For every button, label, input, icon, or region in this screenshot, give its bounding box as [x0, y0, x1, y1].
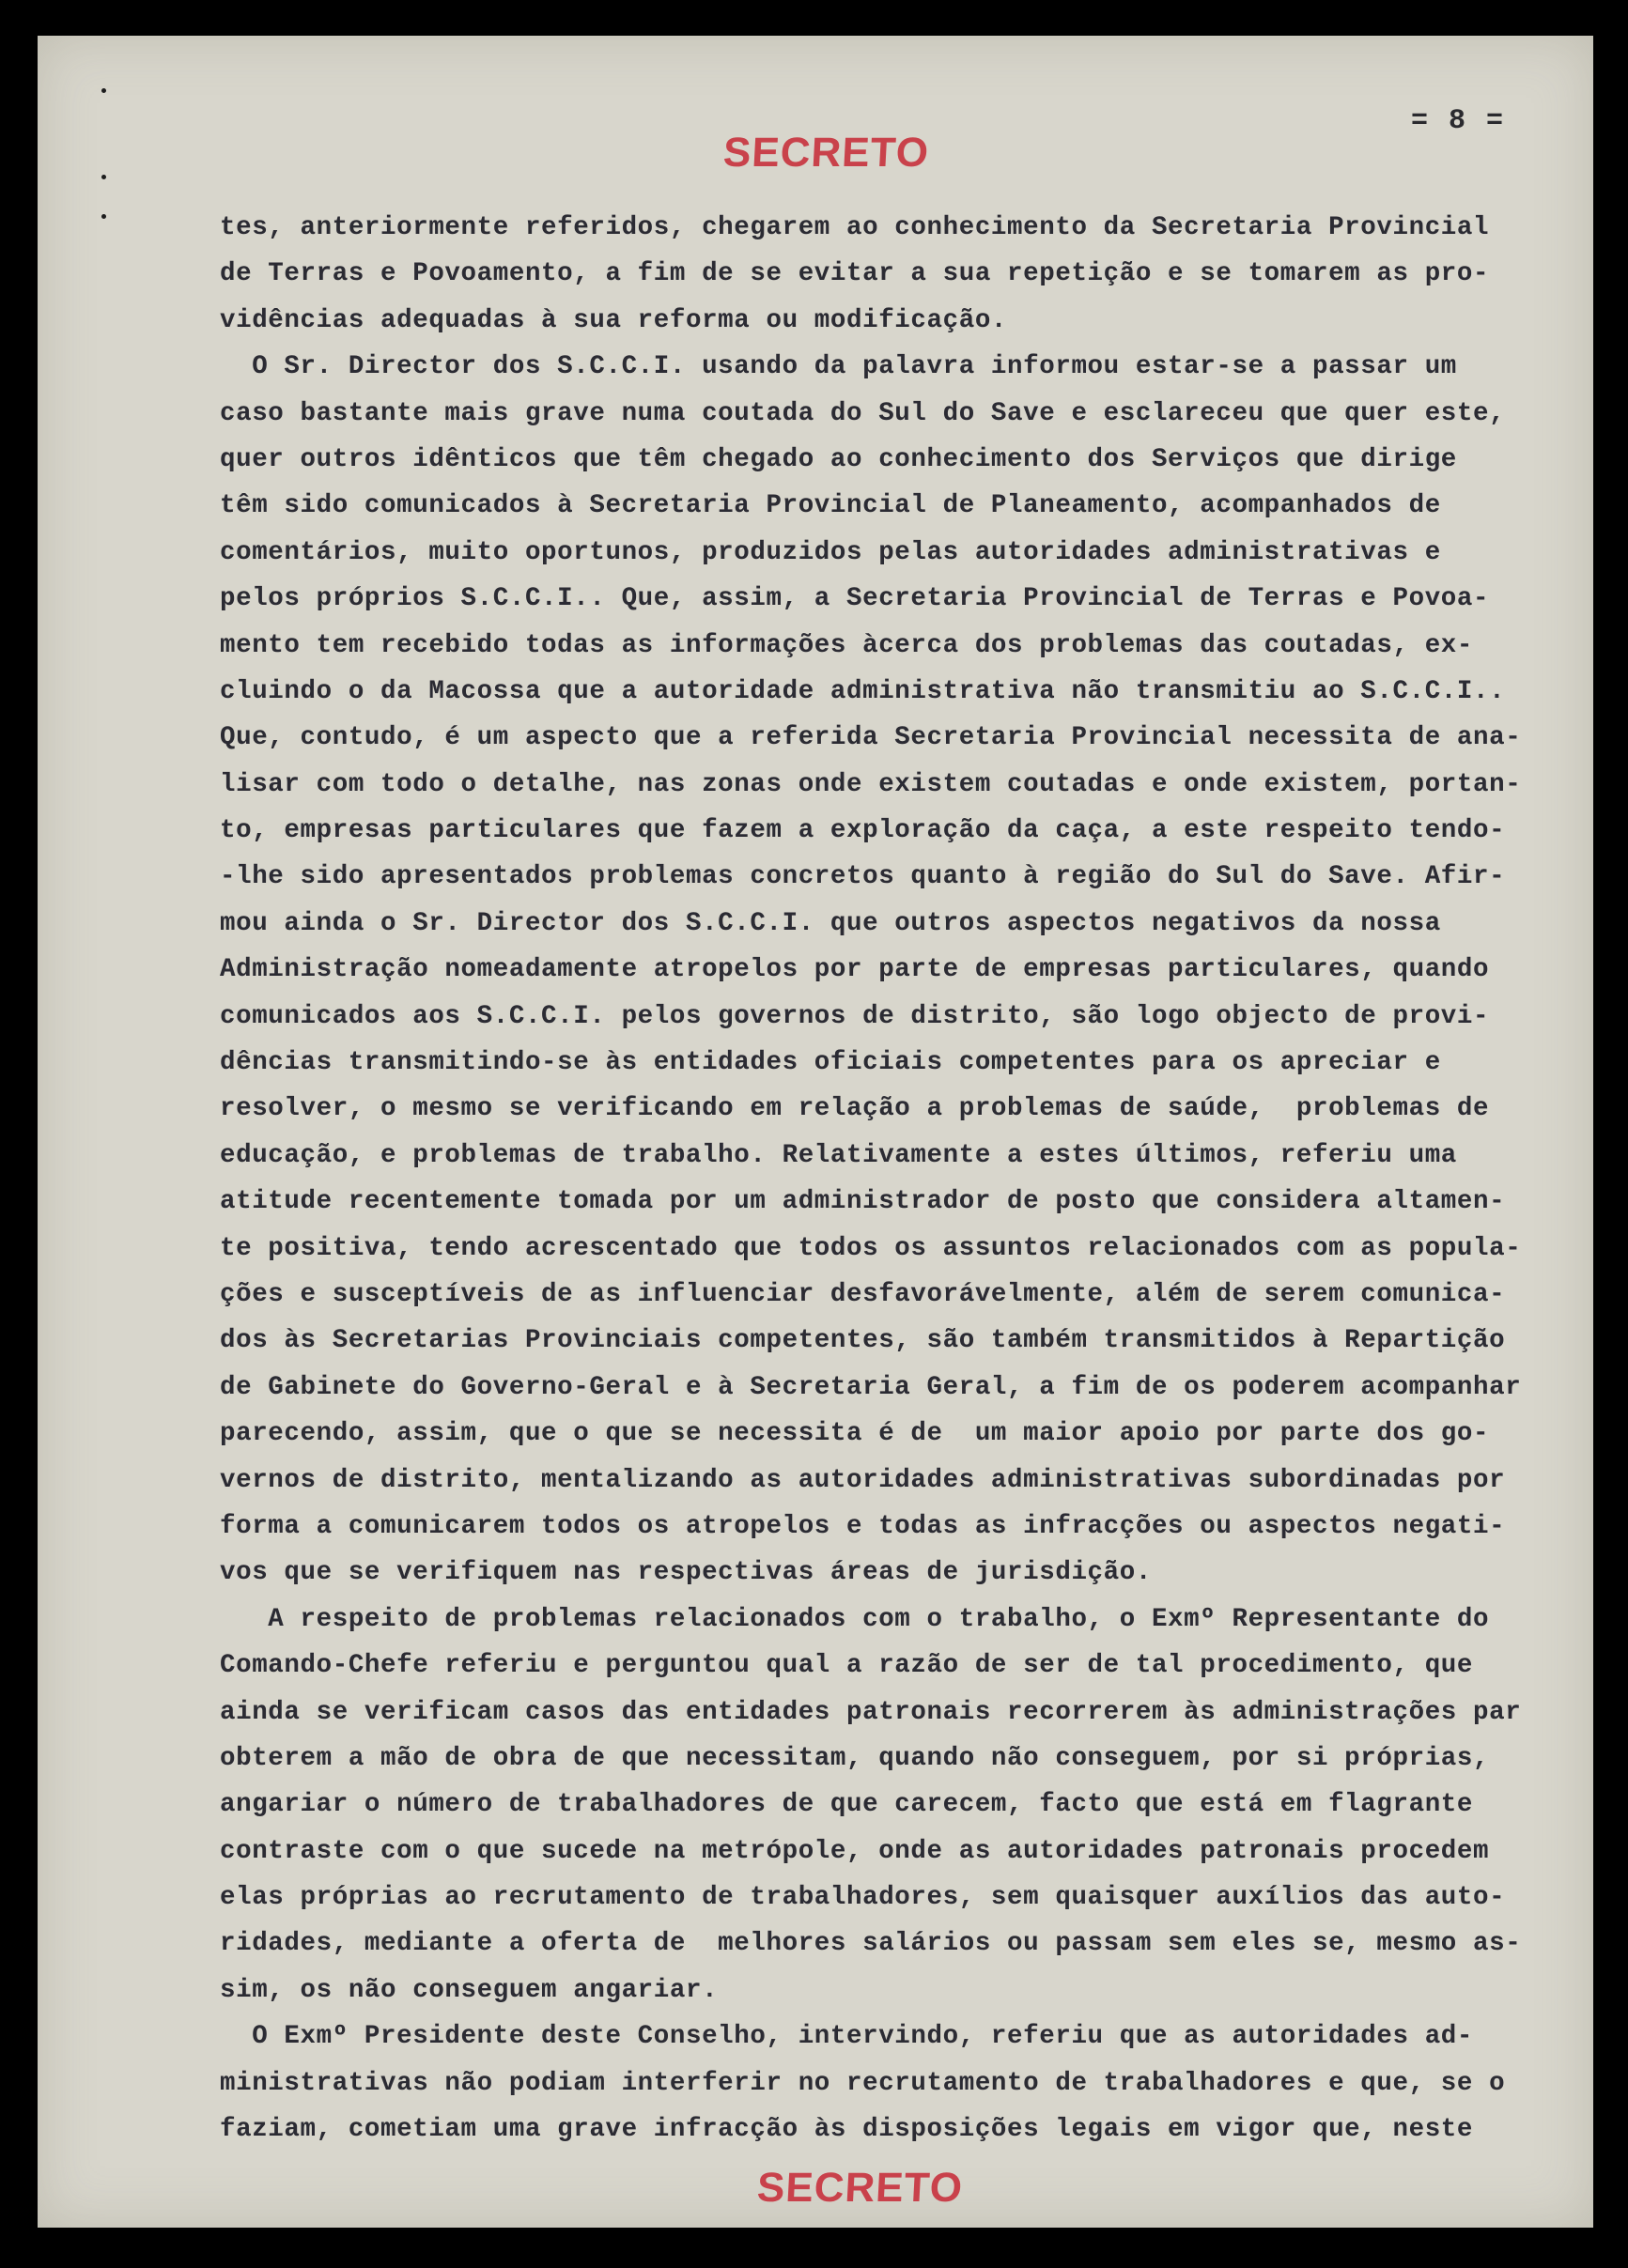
text-line: -lhe sido apresentados problemas concretos quanto à região do Sul do Save. Afir-	[220, 862, 1506, 892]
text-line: cluindo o da Macossa que a autoridade administrativa não transmitiu ao S.C.C.I..	[220, 676, 1506, 706]
text-line: comunicados aos S.C.C.I. pelos governos de distrito, são logo objecto de provi-	[220, 1001, 1490, 1031]
text-line: dos às Secretarias Provinciais competentes, são também transmitidos à Repartição	[220, 1326, 1506, 1356]
text-line: lisar com todo o detalhe, nas zonas onde existem coutadas e onde existem, portan-	[220, 769, 1522, 799]
text-line: O Exmº Presidente deste Conselho, intervindo, referiu que as autoridades ad-	[220, 2022, 1474, 2052]
text-line: angariar o número de trabalhadores de que carecem, facto que está em flagrante	[220, 1790, 1474, 1820]
text-line: dências transmitindo-se às entidades oficiais competentes para os apreciar e	[220, 1048, 1441, 1078]
text-line: tes, anteriormente referidos, chegarem ao conhecimento da Secretaria Provincial	[220, 213, 1490, 242]
text-line: vidências adequadas à sua reforma ou modificação.	[220, 305, 1008, 335]
text-line: ções e susceptíveis de as influenciar desfavorávelmente, além de serem comunica-	[220, 1279, 1506, 1309]
text-line: Administração nomeadamente atropelos por parte de empresas particulares, quando	[220, 955, 1490, 985]
text-line: to, empresas particulares que fazem a exploração da caça, a este respeito tendo-	[220, 816, 1506, 846]
text-line: ridades, mediante a oferta de melhores salários ou passam sem eles se, mesmo as-	[220, 1929, 1522, 1959]
text-line: elas próprias ao recrutamento de trabalhadores, sem quaisquer auxílios das auto-	[220, 1883, 1506, 1913]
text-line: de Gabinete do Governo-Geral e à Secretaria Geral, a fim de os poderem acompanhar	[220, 1372, 1522, 1402]
text-line: Que, contudo, é um aspecto que a referida Secretaria Provincial necessita de ana-	[220, 723, 1522, 753]
text-line: têm sido comunicados à Secretaria Provincial de Planeamento, acompanhados de	[220, 491, 1441, 521]
text-line: sim, os não conseguem angariar.	[220, 1975, 719, 2005]
text-line: educação, e problemas de trabalho. Relativamente a estes últimos, referiu uma	[220, 1140, 1457, 1170]
text-line: mento tem recebido todas as informações àcerca dos problemas das coutadas, ex-	[220, 630, 1474, 660]
text-line: pelos próprios S.C.C.I.. Que, assim, a Secretaria Provincial de Terras e Povoa-	[220, 584, 1490, 614]
text-line: O Sr. Director dos S.C.C.I. usando da palavra informou estar-se a passar um	[220, 352, 1457, 382]
text-line: obterem a mão de obra de que necessitam, quando não conseguem, por si próprias,	[220, 1743, 1490, 1773]
page-number: = 8 =	[1411, 105, 1506, 137]
text-line: forma a comunicarem todos os atropelos e todas as infracções ou aspectos negati-	[220, 1511, 1506, 1541]
text-line: comentários, muito oportunos, produzidos pelas autoridades administrativas e	[220, 537, 1441, 567]
text-line: mou ainda o Sr. Director dos S.C.C.I. que outros aspectos negativos da nossa	[220, 908, 1441, 938]
text-line: vos que se verifiquem nas respectivas áreas de jurisdição.	[220, 1558, 1152, 1588]
text-line: vernos de distrito, mentalizando as autoridades administrativas subordinadas por	[220, 1465, 1506, 1495]
text-line: atitude recentemente tomada por um administrador de pοsto que considera altamen-	[220, 1187, 1506, 1217]
punch-hole-mark	[101, 88, 106, 93]
text-line: te positiva, tendo acrescentado que todos os assuntos relacionados com as popula-	[220, 1233, 1522, 1263]
text-line: contraste com o que sucede na metrópole, onde as autoridades patronais procedem	[220, 1836, 1490, 1866]
text-line: Comando-Chefe referiu e perguntou qual a razão de ser de tal procedimento, que	[220, 1651, 1474, 1681]
body-text	[220, 205, 1573, 2152]
text-line: ainda se verificam casos das entidades patronais recorrerem às administrações par	[220, 1697, 1522, 1727]
punch-hole-mark	[101, 175, 106, 179]
classification-stamp-bottom: SECRETO	[755, 2165, 965, 2211]
text-line: resolver, o mesmo se verificando em relação a problemas de saúde, problemas de	[220, 1094, 1490, 1124]
text-line: ministrativas não podiam interferir no recrutamento de trabalhadores e que, se o	[220, 2068, 1506, 2098]
text-line: quer outros idênticos que têm chegado ao conhecimento dos Serviços que dirige	[220, 444, 1457, 474]
text-line: A respeito de problemas relacionados com o trabalho, o Exmº Representante do	[220, 1604, 1490, 1634]
text-line: caso bastante mais grave numa coutada do Sul do Save e esclareceu que quer este,	[220, 398, 1506, 428]
text-line: parecendo, assim, que o que se necessita é de um maior apoio por parte dos go-	[220, 1419, 1490, 1449]
classification-stamp-top: SECRETO	[721, 130, 931, 176]
text-line: faziam, cometiam uma grave infracção às disposições legais em vigor que, neste	[220, 2115, 1474, 2145]
punch-hole-mark	[101, 214, 106, 219]
text-line: de Terras e Povoamento, a fim de se evitar a sua repetição e se tomarem as pro-	[220, 259, 1490, 289]
